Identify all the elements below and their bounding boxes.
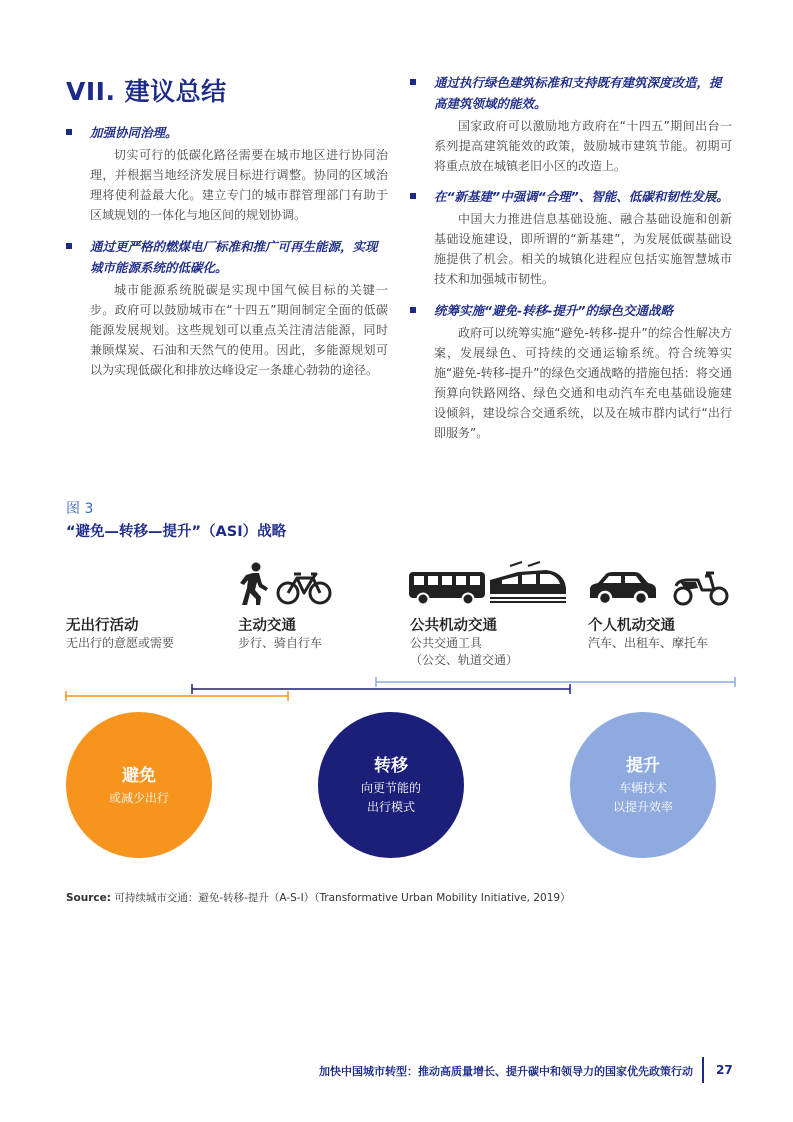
circle-title: 转移 (374, 756, 408, 776)
source-text: 可持续城市交通：避免-转移-提升（A-S-I）（Transformative Urban Mobility Initiative, 2019） (110, 892, 571, 904)
bullet-square (410, 79, 416, 85)
mode-title: 无出行活动 (66, 618, 139, 634)
figure-title: “避免—转移—提升”（ASI）战略 (66, 524, 287, 540)
mode-subtitle: 无出行的意愿或需要 (66, 636, 175, 650)
train-icon (488, 562, 568, 606)
circle-subtitle: 以提升效率 (612, 800, 673, 814)
mode-title: 个人机动交通 (588, 618, 675, 634)
footer-title: 加快中国城市转型：推动高质量增长、提升碳中和领导力的国家优先政策行动 (319, 1065, 693, 1078)
recommendation-heading: 加强协同治理。 (66, 122, 388, 143)
avoid-circle (66, 712, 212, 858)
bus-icon (408, 570, 486, 606)
mode-subtitle: （公交、轨道交通） (410, 653, 519, 667)
section-heading: VII. 建议总结 (66, 77, 227, 106)
recommendation-5 (410, 300, 732, 443)
avoid-range-line (66, 691, 288, 701)
bullet-square (66, 129, 72, 135)
mode-subtitle: 步行、骑自行车 (238, 636, 323, 650)
circle-subtitle: 或减少出行 (108, 790, 169, 805)
circle-title: 提升 (626, 756, 660, 776)
improve-range-line (376, 677, 735, 687)
recommendation-body: 城市能源系统脱碳是实现中国气候目标的关键一步。政府可以鼓励城市在“十四五”期间制定全面的低碳能源发展规划。这些规划可以重点关注清洁能源，同时兼顾煤炭、石油和天然气的使用。因此，多能源规划可以为实现低碳化和排放达峰设定一条雄心勃勃的途径。 (90, 283, 388, 377)
improve-circle (570, 712, 716, 858)
mode-subtitle: 汽车、出租车、摩托车 (588, 636, 709, 650)
circle-subtitle: 车辆技术 (618, 781, 667, 795)
figure-source (66, 890, 571, 905)
mode-subtitle: 公共交通工具 (410, 636, 483, 650)
recommendation-4 (410, 186, 732, 289)
recommendation-3 (410, 72, 732, 176)
recommendation-heading: 在“新基建”中强调“合理”、智能、低碳和韧性发展。 (410, 186, 732, 207)
bullet-square (66, 243, 72, 249)
circle-subtitle: 向更节能的 (360, 781, 421, 795)
bicycle-icon (276, 570, 332, 606)
mode-private-motorized (588, 614, 708, 652)
scooter-icon (672, 570, 730, 606)
recommendation-body: 政府可以统筹实施“避免-转移-提升”的综合性解决方案，发展绿色、可持续的交通运输系统。符合统筹实施“避免-转移-提升”的绿色交通战略的措施包括：将交通预算向铁路网络、绿色交通和电动汽车充电基础设施建设倾斜，建设综合交通系统，以及在城市群内试行“出行即服务”。 (434, 326, 732, 440)
mode-title: 公共机动交通 (410, 618, 497, 634)
range-brackets (0, 672, 793, 702)
mode-public-motorized (410, 614, 518, 669)
mode-active (238, 614, 322, 652)
page-number: 27 (716, 1063, 733, 1077)
circle-subtitle: 出行模式 (366, 800, 415, 814)
recommendation-body: 国家政府可以激励地方政府在“十四五”期间出台一系列提高建筑能效的政策，鼓励城市建筑节能。初期可将重点放在城镇老旧小区的改造上。 (434, 119, 732, 173)
recommendation-heading: 通过执行绿色建筑标准和支持既有建筑深度改造，提高建筑领域的能效。 (410, 72, 732, 114)
recommendation-heading: 通过更严格的燃煤电厂标准和推广可再生能源，实现城市能源系统的低碳化。 (66, 236, 388, 278)
bullet-square (410, 193, 416, 199)
shift-range-line (192, 684, 570, 694)
recommendation-2 (66, 236, 388, 380)
bullet-square (410, 307, 416, 313)
circle-title: 避免 (122, 765, 156, 786)
pedestrian-icon (238, 562, 270, 606)
mode-title: 主动交通 (238, 618, 296, 634)
recommendation-body: 切实可行的低碳化路径需要在城市地区进行协同治理，并根据当地经济发展目标进行调整。协同的区域治理将使利益最大化。建立专门的城市群管理部门有助于区域规划的一体化与地区间的规划协调。 (90, 148, 388, 222)
recommendation-heading: 统筹实施“避免-转移-提升”的绿色交通战略 (410, 300, 732, 321)
source-label: Source: (66, 892, 111, 904)
shift-circle (318, 712, 464, 858)
footer-divider (702, 1057, 704, 1083)
mode-no-travel (66, 614, 174, 652)
recommendation-1 (66, 122, 388, 225)
recommendation-body: 中国大力推进信息基础设施、融合基础设施和创新基础设施建设，即所谓的“新基建”，为发展低碳基础设施提供了机会。相关的城镇化进程应包括实施智慧城市技术和加强城市韧性。 (434, 212, 732, 286)
car-icon (588, 570, 658, 606)
figure-label: 图 3 (66, 501, 94, 517)
